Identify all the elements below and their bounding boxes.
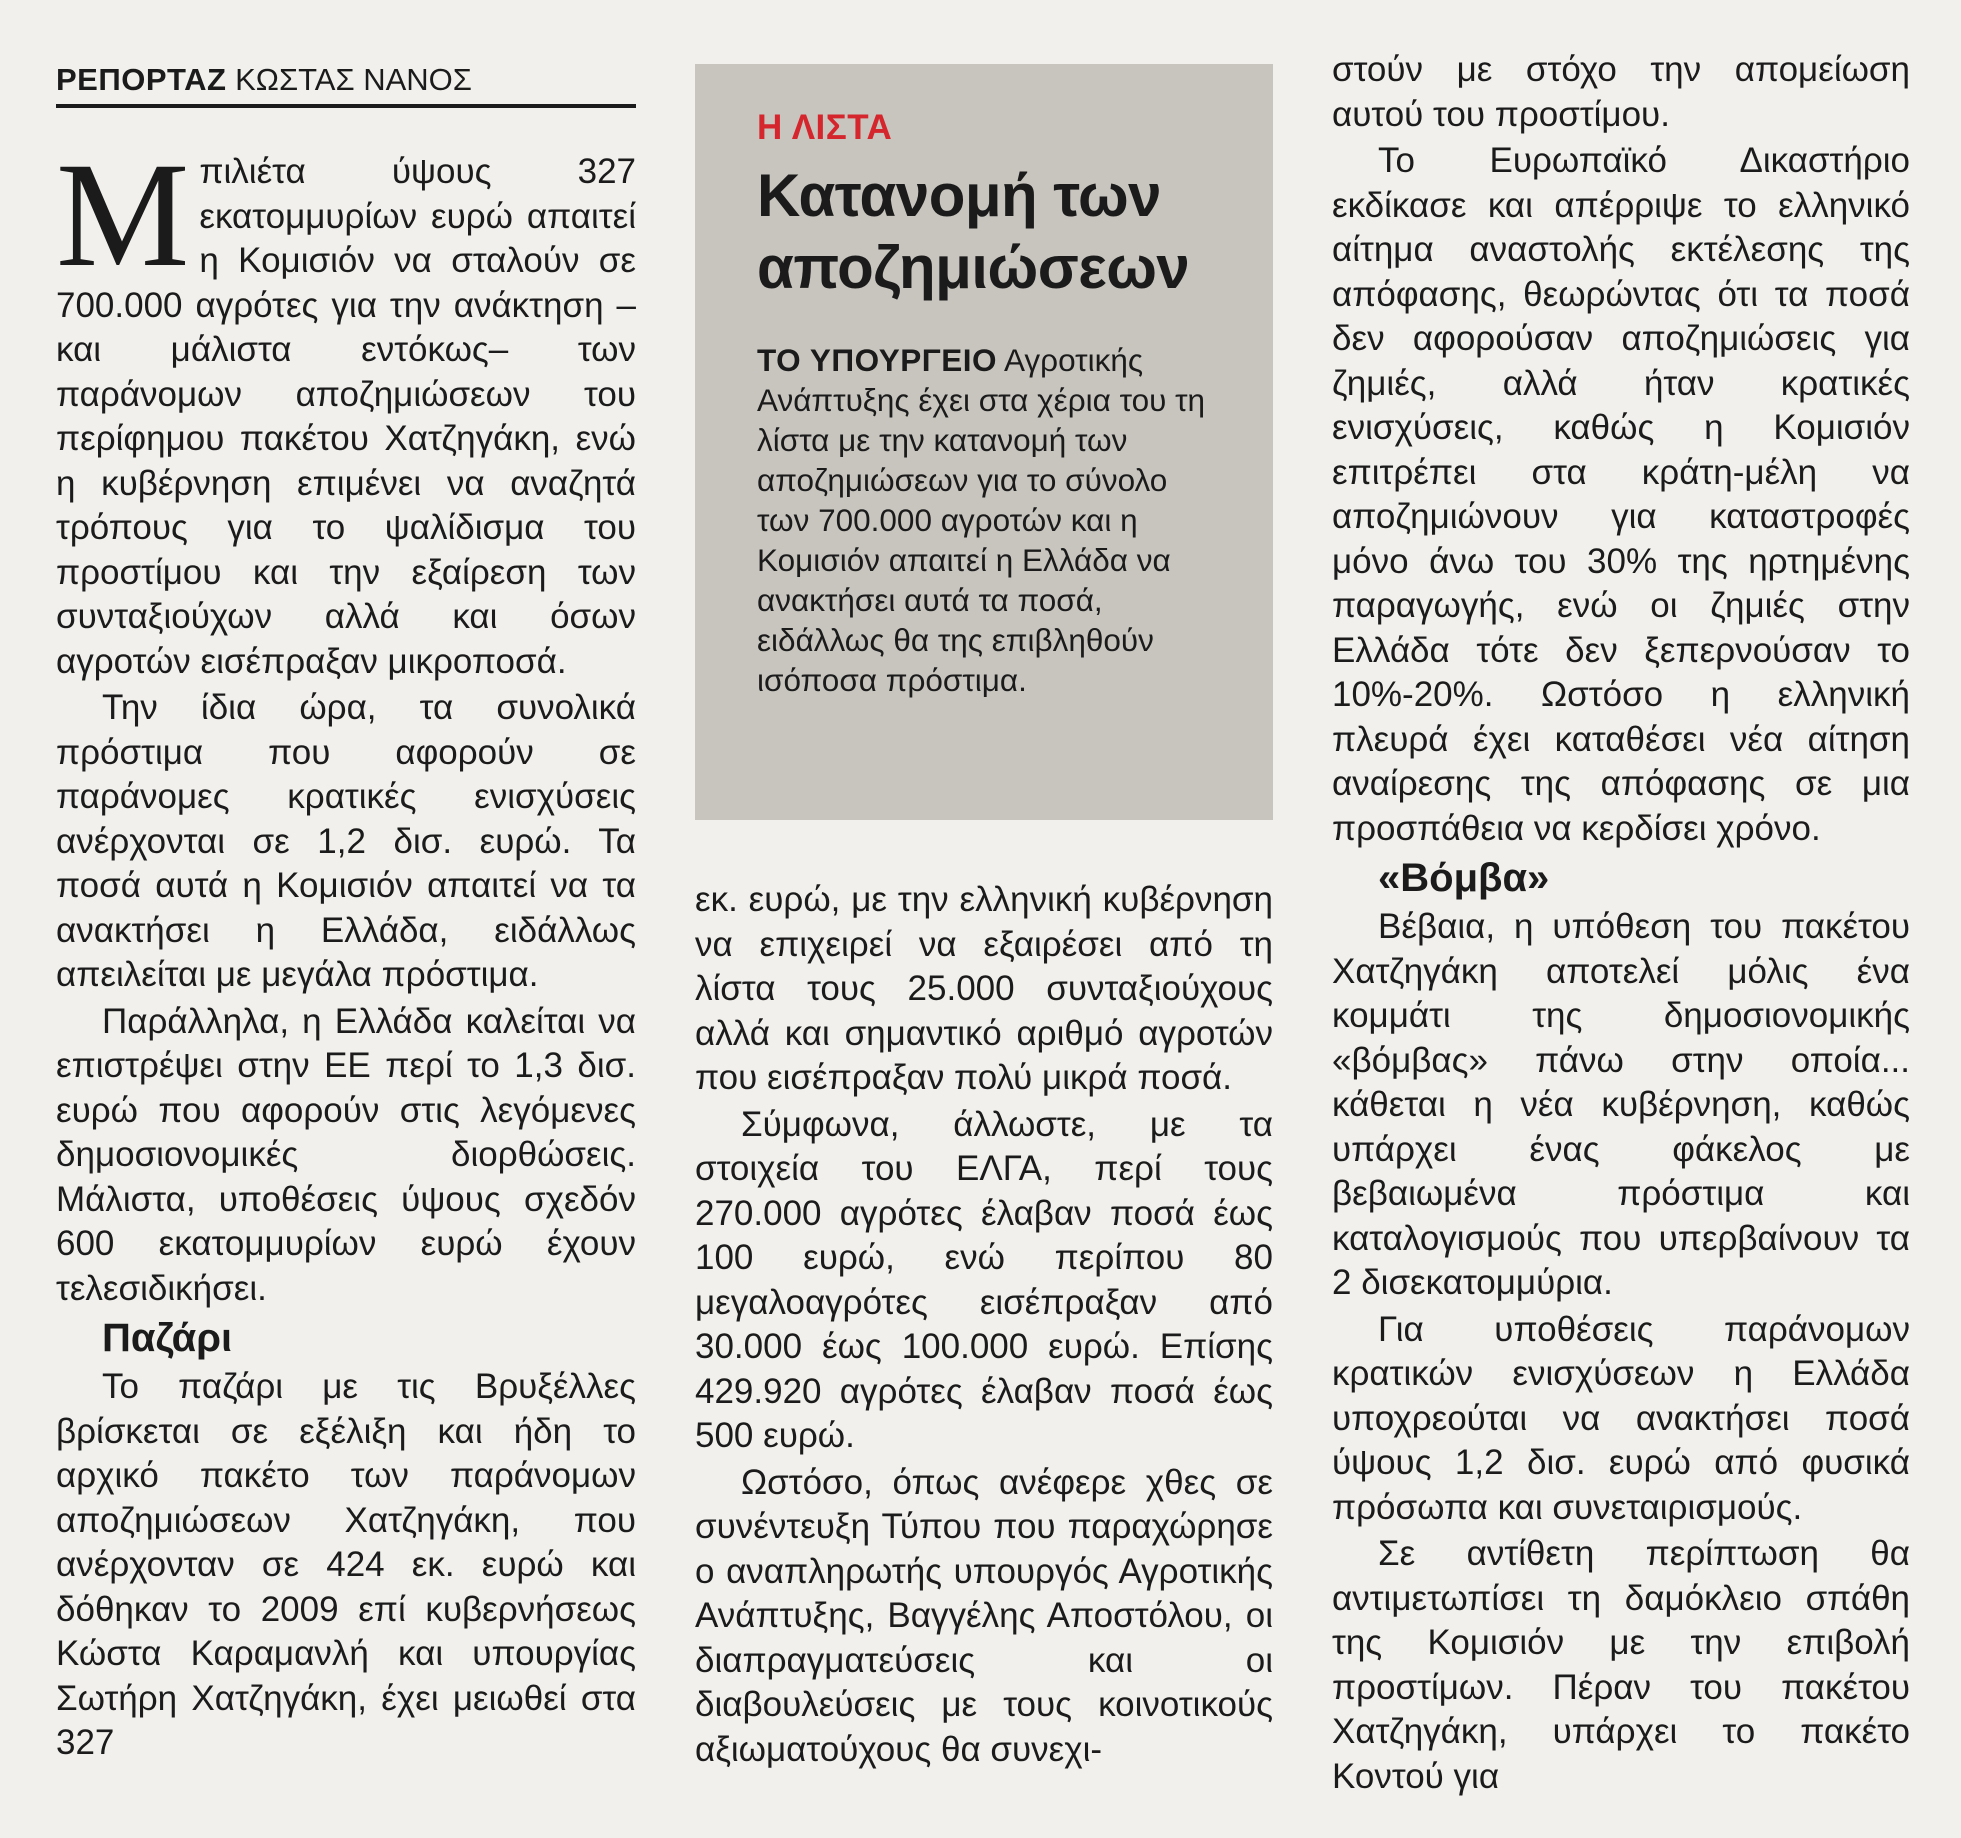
sidebar-lead: ΤΟ ΥΠΟΥΡΓΕΙΟ bbox=[757, 342, 997, 378]
byline-tag: ΡΕΠΟΡΤΑΖ bbox=[56, 62, 227, 97]
byline bbox=[56, 62, 636, 108]
subhead-pazari: Παζάρι bbox=[102, 1316, 233, 1360]
sidebar-kicker: Η ΛΙΣΤΑ bbox=[757, 108, 893, 147]
col2-paragraph-2: Σύμφωνα, άλλωστε, με τα στοιχεία του ΕΛΓΑ, περί τους 270.000 αγρότες έλαβαν ποσά έως 100 ευρώ, ενώ περίπου 80 μεγαλοαγρότες εισέπραξαν από 30.000 έως 100.000 ευρώ. Επίσης 429.920 αγρότες έλαβαν ποσά έως 500 ευρώ. bbox=[695, 1104, 1273, 1455]
col3-paragraph-3: Βέβαια, η υπόθεση του πακέτου Χατζηγάκη αποτελεί μόλις ένα κομμάτι της δημοσιονομικής «βόμβας» πάνω στην οποία... κάθεται η νέα κυβέρνηση, καθώς υπάρχει ένας φάκελος με βεβαιωμένα πρόστιμα και καταλογισμούς που υπερβαίνουν τα 2 δισεκατομμύρια. bbox=[1332, 907, 1910, 1302]
subhead-vomva: «Βόμβα» bbox=[1378, 856, 1550, 900]
column-2 bbox=[695, 878, 1273, 1774]
col2-paragraph-1: εκ. ευρώ, με την ελληνική κυβέρνηση να επιχειρεί να εξαιρέσει από τη λίστα τους 25.000 συνταξιούχους αλλά και σημαντικό αριθμό αγροτών που εισέπραξαν πολύ μικρά ποσά. bbox=[695, 880, 1273, 1097]
sidebar-body bbox=[757, 340, 1223, 700]
col3-paragraph-2: Το Ευρωπαϊκό Δικαστήριο εκδίκασε και απέρριψε το ελληνικό αίτημα αναστολής εκτέλεσης της απόφασης, θεωρώντας ότι τα ποσά δεν αφορούσαν αποζημιώσεις για ζημιές, αλλά ήταν κρατικές ενισχύσεις, καθώς η Κομισιόν επιτρέπει στα κράτη-μέλη να αποζημιώνουν για καταστροφές μόνο άνω του 30% της ηρτημένης παραγωγής, ενώ οι ζημιές στην Ελλάδα τότε δεν ξεπερνούσαν το 10%-20%. Ωστόσο η ελληνική πλευρά έχει καταθέσει νέα αίτηση αναίρεσης της απόφασης σε μια προσπάθεια να κερδίσει χρόνο. bbox=[1332, 141, 1910, 848]
col1-paragraph-2: Την ίδια ώρα, τα συνολικά πρόστιμα που αφορούν σε παράνομες κρατικές ενισχύσεις ανέρχονται σε 1,2 δισ. ευρώ. Τα ποσά αυτά η Κομισιόν απαιτεί να τα ανακτήσει η Ελλάδα, ειδάλλως απειλείται με μεγάλα πρόστιμα. bbox=[56, 688, 636, 994]
column-1 bbox=[56, 132, 636, 1768]
byline-author: ΚΩΣΤΑΣ ΝΑΝΟΣ bbox=[235, 62, 472, 97]
sidebar-box bbox=[695, 64, 1273, 820]
col3-paragraph-4: Για υποθέσεις παράνομων κρατικών ενισχύσεων η Ελλάδα υποχρεούται να ανακτήσει ποσά ύψους 1,2 δισ. ευρώ από φυσικά πρόσωπα και συνεταιρισμούς. bbox=[1332, 1309, 1910, 1527]
col1-p1-text: πιλιέτα ύψους 327 εκατομμυρίων ευρώ απαιτεί η Κομισιόν να σταλούν σε 700.000 αγρότες για την ανάκτηση –και μάλιστα εντόκως– των παράνομων αποζημιώσεων του περίφημου πακέτου Χατζηγάκη, ενώ η κυβέρνηση επιμένει να αναζητά τρόπους για το ψαλίδισμα του προστίμου και την εξαίρεση των συνταξιούχων αλλά και όσων αγροτών εισέπραξαν μικροποσά. bbox=[56, 152, 636, 681]
col3-paragraph-5: Σε αντίθετη περίπτωση θα αντιμετωπίσει τη δαμόκλειο σπάθη της Κομισιόν με την επιβολή προστίμων. Πέραν του πακέτου Χατζηγάκη, υπάρχει το πακέτο Κοντού για bbox=[1332, 1534, 1910, 1796]
col1-paragraph-4: Το παζάρι με τις Βρυξέλλες βρίσκεται σε εξέλιξη και ήδη το αρχικό πακέτο των παράνομων αποζημιώσεων Χατζηγάκη, που ανέρχονταν σε 424 εκ. ευρώ και δόθηκαν το 2009 επί κυβερνήσεως Κώστα Καραμανλή και υπουργίας Σωτήρη Χατζηγάκη, έχει μειωθεί στα 327 bbox=[56, 1367, 636, 1762]
column-3 bbox=[1332, 48, 1910, 1801]
col2-paragraph-3: Ωστόσο, όπως ανέφερε χθες σε συνέντευξη Τύπου που παραχώρησε ο αναπληρωτής υπουργός Αγροτικής Ανάπτυξης, Βαγγέλης Αποστόλου, οι διαπραγματεύσεις και οι διαβουλεύσεις με τους κοινοτικούς αξιωματούχους θα συνεχι- bbox=[695, 1462, 1273, 1769]
sidebar-headline: Κατανομή των αποζημιώσεων bbox=[757, 162, 1190, 301]
col1-paragraph-1 bbox=[56, 132, 636, 684]
col1-paragraph-3: Παράλληλα, η Ελλάδα καλείται να επιστρέψει στην ΕΕ περί το 1,3 δισ. ευρώ που αφορούν στις λεγόμενες δημοσιονομικές διορθώσεις. Μάλιστα, υποθέσεις ύψους σχεδόν 600 εκατομμυρίων ευρώ έχουν τελεσιδικήσει. bbox=[56, 1001, 636, 1308]
sidebar-body-text: Αγροτικής Ανάπτυξης έχει στα χέρια του τη λίστα με την κατανομή των αποζημιώσεων για το σύνολο των 700.000 αγροτών και η Κομισιόν απαιτεί η Ελλάδα να ανακτήσει αυτά τα ποσά, ειδάλλως θα της επιβληθούν ισόποσα πρόστιμα. bbox=[757, 342, 1206, 698]
drop-cap: Μ bbox=[56, 132, 190, 298]
col3-paragraph-1: στούν με στόχο την απομείωση αυτού του προστίμου. bbox=[1332, 50, 1910, 134]
